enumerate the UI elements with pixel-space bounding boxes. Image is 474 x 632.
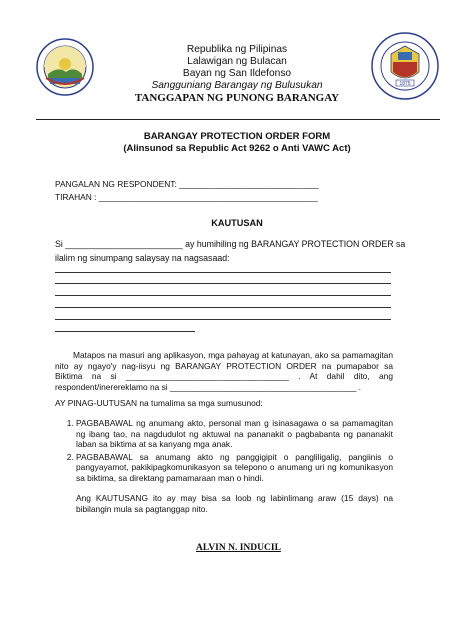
statement-line[interactable] [55,272,391,273]
svg-text:1875: 1875 [399,81,411,87]
order-item-2: 2. PAGBABAWAL sa anumang akto ng panggigipit o pangliligalig, pangiinis o pangyayamot, pakikipagkomunikasyon sa telepono o anumang uri ng komunikasyon sa biktima, sa direktang pamamaraan man o hindi. [76,452,393,484]
validity-note: Ang KAUTUSANG ito ay may bisa sa loob ng labinlimang araw (15 days) na bibilangin mula sa pagtanggap nito. [76,493,393,514]
statement-line[interactable] [55,283,391,284]
signatory-name: ALVIN N. INDUCIL [196,543,281,553]
respondent-field[interactable]: PANGALAN NG RESPONDENT: ______________________________ [55,179,319,189]
petitioner-line[interactable]: Si ________________________ ay humihiling ng BARANGAY PROTECTION ORDER sa [55,239,406,249]
address-field[interactable]: TIRAHAN : _______________________________________________ [55,192,318,202]
header-republic: Republika ng Pilipinas [186,44,288,55]
orders-list [62,418,393,483]
form-subtitle: (Alinsunod sa Republic Act 9262 o Anti VAWC Act) [123,143,351,154]
form-title: BARANGAY PROTECTION ORDER FORM [143,131,331,142]
orders-heading: AY PINAG-UUTUSAN na tumalima sa mga sumusunod: [55,398,263,408]
header-barangay: Sangguniang Barangay ng Bulusukan [151,80,323,91]
header-province: Lalawigan ng Bulacan [187,56,287,67]
order-item-1: 1. PAGBABAWAL ng anumang akto, personal man g isinasagawa o sa pamamagitan ng ibang tao, na nagdudulot ng aktuwal na pananakit o pagbabanta ng pananakit laban sa biktima at sa kanyang mga anak. [76,418,393,450]
header-divider [36,119,440,120]
statement-line[interactable] [55,319,391,320]
statement-label: ilalim ng sinumpang salaysay na nagsasaad: [55,253,230,263]
section-title: KAUTUSAN [211,218,263,228]
statement-line[interactable] [55,331,195,332]
findings-paragraph: Matapos na masuri ang aplikasyon, mga pahayag at katunayan, ako sa pamamagitan nito ay ngayo'y nag-iisyu ng BARANGAY PROTECTION ORDER na pumapabor sa Biktima na si ___________________________________ . At dahil dito, ang respondent/inerereklamo na si ________________________________________ . [55,350,393,392]
header-office: TANGGAPAN NG PUNONG BARANGAY [134,92,340,104]
header-town: Bayan ng San Ildefonso [182,68,292,79]
statement-line[interactable] [55,307,391,308]
statement-line[interactable] [55,295,391,296]
